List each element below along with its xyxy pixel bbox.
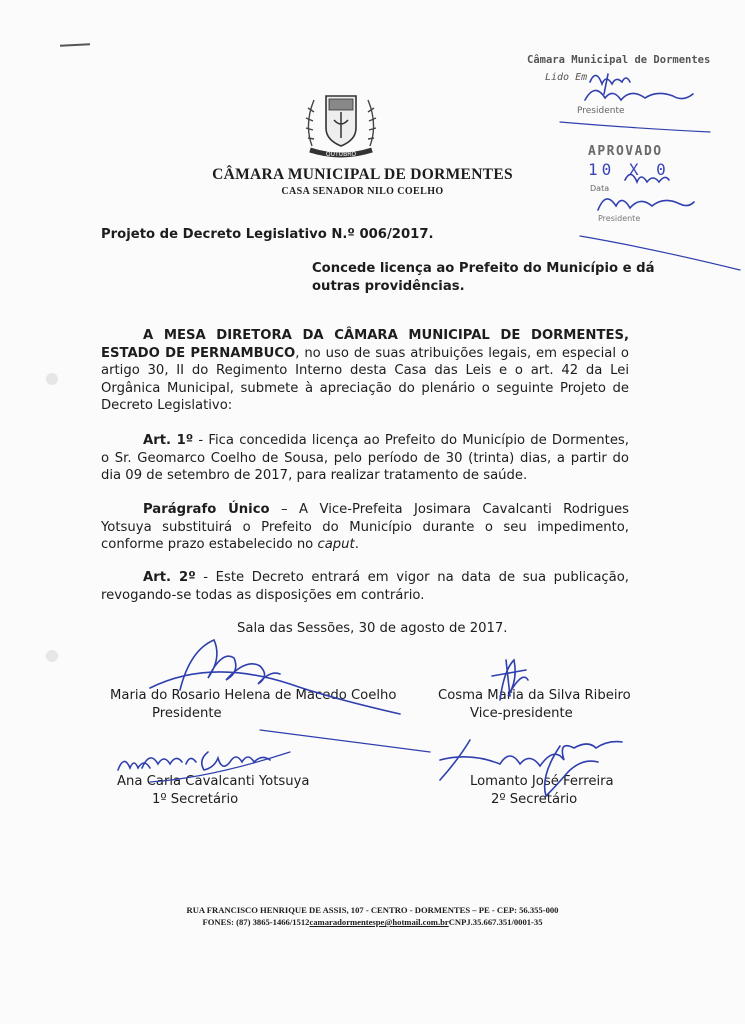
approved-stamp-data: Data bbox=[590, 184, 610, 193]
approved-vote: 10 X 0 bbox=[588, 160, 670, 179]
approved-stamp-presidente: Presidente bbox=[598, 214, 641, 223]
footer-email-link[interactable]: camaradormentespe@hotmail.com.br bbox=[309, 917, 449, 927]
org-subtitle: CASA SENADOR NILO COELHO bbox=[281, 186, 444, 197]
footer-contacts bbox=[90, 917, 655, 927]
signer-role-first-secretary: 1º Secretário bbox=[152, 792, 239, 807]
signer-role-second-secretary: 2º Secretário bbox=[491, 792, 578, 807]
preamble-text: , no uso de suas atribuições legais, em especial o artigo 30, II do Regimento Interno desta Casa das Leis e o art. 42 da Lei Orgânica Municipal, submete à apreciação do plenário o seguinte Projeto de Decreto Legislativo: bbox=[101, 345, 630, 413]
signer-role-vice: Vice-presidente bbox=[470, 706, 573, 721]
punch-hole-top bbox=[46, 373, 58, 385]
signer-name-second-secretary: Lomanto José Ferreira bbox=[470, 774, 614, 789]
article-1-label: Art. 1º bbox=[143, 433, 194, 448]
session-date: Sala das Sessões, 30 de agosto de 2017. bbox=[237, 621, 508, 636]
document-ementa: Concede licença ao Prefeito do Município e dá outras providências. bbox=[312, 261, 655, 294]
article-2-label: Art. 2º bbox=[143, 570, 196, 585]
footer-address: RUA FRANCISCO HENRIQUE DE ASSIS, 107 - CENTRO - DORMENTES – PE - CEP: 56.355-000 bbox=[186, 905, 559, 915]
article-2-text: - Este Decreto entrará em vigor na data de sua publicação, revogando-se todas as disposições em contrário. bbox=[101, 570, 629, 603]
preamble-bold: A MESA DIRETORA DA CÂMARA MUNICIPAL DE DORMENTES, ESTADO DE PERNAMBUCO bbox=[101, 328, 629, 361]
signer-name-president: Maria do Rosario Helena de Macedo Coelho bbox=[110, 688, 397, 703]
paragrafo-unico-end: . bbox=[354, 537, 359, 552]
received-stamp-presidente: Presidente bbox=[577, 106, 625, 116]
org-name: CÂMARA MUNICIPAL DE DORMENTES bbox=[212, 166, 513, 183]
article-1-text: - Fica concedida licença ao Prefeito do Município de Dormentes, o Sr. Geomarco Coelho de Sousa, pelo período de 30 (trinta) dias, a partir do dia 09 de setembro de 2017, para realizar tratamento de saúde. bbox=[101, 433, 629, 483]
paragrafo-unico bbox=[101, 501, 629, 554]
document-title: Projeto de Decreto Legislativo N.º 006/2017. bbox=[101, 227, 434, 242]
signer-name-vice: Cosma Maria da Silva Ribeiro bbox=[438, 688, 631, 703]
received-stamp-lido: Lido Em bbox=[545, 72, 588, 83]
signer-name-first-secretary: Ana Carla Cavalcanti Yotsuya bbox=[117, 774, 310, 789]
crest-banner-text: OUTUBRO bbox=[325, 151, 357, 158]
article-2 bbox=[101, 569, 629, 604]
punch-hole-bottom bbox=[46, 650, 58, 662]
approved-stamp: APROVADO bbox=[588, 144, 663, 159]
paragrafo-unico-label: Parágrafo Único bbox=[143, 502, 270, 517]
stamp-signature-1 bbox=[585, 90, 693, 100]
preamble-paragraph bbox=[101, 327, 629, 415]
municipal-crest-icon bbox=[296, 88, 386, 168]
footer-cnpj: CNPJ.35.667.351/0001-35 bbox=[448, 917, 543, 927]
first-secretary-signature bbox=[118, 752, 270, 770]
signature-flourish bbox=[260, 730, 430, 752]
received-stamp-title: Câmara Municipal de Dormentes bbox=[527, 54, 711, 66]
pen-mark bbox=[60, 43, 90, 47]
paragrafo-unico-text: – A Vice-Prefeita Josimara Cavalcanti Rodrigues Yotsuya substituirá o Prefeito do Município durante o seu impedimento, conforme prazo estabelecido no bbox=[101, 502, 629, 552]
stamp-line-1 bbox=[560, 122, 710, 132]
paragrafo-unico-caput: caput bbox=[317, 537, 355, 552]
stamp-signature-2 bbox=[598, 199, 694, 210]
signer-role-president: Presidente bbox=[152, 706, 222, 721]
footer-phones: FONES: (87) 3865-1466/1512 bbox=[202, 917, 310, 927]
article-1 bbox=[101, 432, 629, 485]
